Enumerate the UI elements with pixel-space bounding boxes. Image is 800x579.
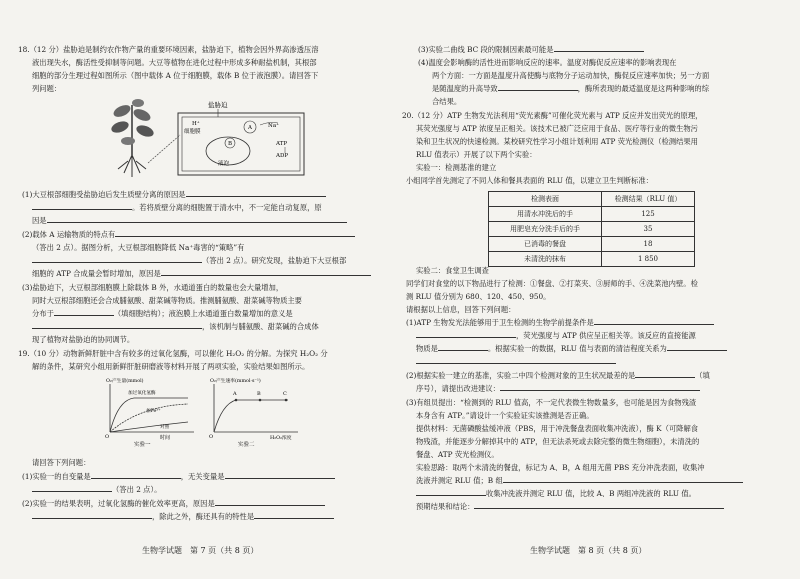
q18-figure	[100, 95, 310, 183]
q20-stem-line4: RLU 值表示）开展了以下两个实验：	[416, 150, 537, 159]
q20-sub1-line2: ，荧光强度与 ATP 供应呈正相关等。该反应的直接能源	[416, 331, 696, 341]
curve-control	[110, 422, 188, 432]
answer-blank[interactable]	[115, 236, 355, 237]
answer-blank[interactable]	[32, 328, 202, 329]
q20-stem-line2: 其荧光强度与 ATP 浓度呈正相关。该技术已被广泛应用于食品、医疗等行业的微生物污	[416, 124, 698, 133]
answer-blank[interactable]	[416, 337, 516, 338]
answer-blank[interactable]	[554, 51, 644, 52]
q19-sub3: (3)实验二曲线 BC 段的限制因素最可能是	[418, 45, 644, 55]
experiment-2-graph	[204, 374, 304, 448]
answer-blank[interactable]	[667, 350, 727, 351]
graph2-point-c: C	[283, 391, 287, 397]
graph2-xlabel: H₂O₂浓度	[270, 436, 292, 441]
answer-blank[interactable]	[635, 377, 695, 378]
answer-blank[interactable]	[32, 518, 152, 519]
fig-label-vacuole: 液泡	[218, 161, 230, 167]
graph2-point-b: B	[257, 391, 261, 397]
answer-blank[interactable]	[498, 90, 578, 91]
q18-sub3-line5: 现了植物对盐胁迫的协同调节。	[32, 335, 135, 344]
table-cell: 已消毒的餐盘	[489, 237, 602, 252]
q20-sub3-line2: 本身含有 ATP。”请设计一个实验证实该推测是否正确。	[416, 411, 594, 420]
graph2-origin: O	[209, 434, 214, 440]
q20-sub3-line7: 洗液并测定 RLU 值；B 组	[416, 476, 743, 486]
table-row	[489, 237, 695, 252]
fig-label-na-ion: Na⁺	[268, 123, 279, 129]
q18-sub2-line4: 细胞的 ATP 合成量会暂时增加，原因是	[32, 269, 371, 279]
q19-sub1-line2: （答出 2 点）。	[32, 485, 161, 495]
q19-ask: 请回答下列问题：	[32, 458, 91, 467]
q19-sub1-line1: (1)实验一的自变量是 ，无关变量是	[22, 472, 335, 482]
q18-stem-line4: 列问题：	[32, 84, 62, 93]
table-cell: 用肥皂充分洗手后的手	[489, 222, 602, 237]
q20-ask: 请根据以上信息，回答下列问题：	[406, 305, 516, 314]
fig-label-salt-stress: 盐胁迫	[208, 101, 228, 109]
answer-blank[interactable]	[186, 196, 326, 197]
table-cell: 125	[602, 207, 695, 222]
answer-blank[interactable]	[254, 518, 334, 519]
fig-label-carrier-b: B	[228, 141, 233, 147]
q19-sub4-line2: 两个方面：一方面是温度升高使酶与底物分子运动加快，酶促反应速率加快；另一方面	[432, 71, 710, 80]
answer-blank[interactable]	[32, 491, 112, 492]
q19-sub2-line2: ，除此之外，酶还具有的特性是	[32, 512, 334, 522]
page-8	[400, 0, 800, 579]
fig-label-h-ion: H⁺	[192, 121, 200, 127]
q20-sub2-line2: 序号），请提出改进建议：	[416, 384, 700, 394]
experiment-2-heading: 实验二：食堂卫生调查	[416, 266, 489, 275]
table-row	[489, 207, 695, 222]
q18-stem-line2: 液出现失水，酶活性受抑制等问题。大豆等植物在进化过程中形成多种耐盐机制，其根部	[32, 58, 317, 67]
q20-stem-line3: 染和卫生状况的快速检测。某校研究性学习小组计划利用 ATP 荧光检测仪（检测结果用	[416, 137, 698, 146]
graph1-curve1-label: 加过氧化氢酶	[128, 391, 156, 396]
experiment-2-line2: 测 RLU 值分别为 680、120、450、950。	[406, 292, 551, 301]
answer-blank[interactable]	[500, 390, 700, 391]
experiment-2-line1: 同学们对食堂的以下物品进行了检测：①餐盘、②打菜夹、③厨师的手、④洗菜池内壁。检	[406, 279, 698, 288]
q19-sub4-line1: (4)温度会影响酶的活性进而影响反应的速率。温度对酶促反应速率的影响表现在	[418, 58, 677, 67]
answer-blank[interactable]	[32, 262, 202, 263]
experiment-1-heading: 实验一：检测基准的建立	[416, 163, 497, 172]
q18-sub3-line4: ，该机制与脯氨酸、甜菜碱的合成体	[32, 322, 319, 332]
answer-blank[interactable]	[225, 478, 335, 479]
graph1-curve2-label: 加Fe³⁺	[146, 409, 161, 414]
q20-sub3-line9: 预期结果和结论：	[416, 502, 724, 512]
answer-blank[interactable]	[47, 222, 347, 223]
q20-sub3-line6: 实验思路：取两个未清洗的餐盘，标记为 A、B，A 组用无菌 PBS 充分冲洗表面，收集冲	[416, 463, 705, 472]
experiment-1-graph	[100, 374, 200, 448]
experiment-1-description: 小组同学首先测定了不同人体和餐具表面的 RLU 值，以建立卫生判断标准：	[406, 176, 653, 185]
q20-stem-line1: 20.（12 分）ATP 生物发光法利用“荧光素酶”可催化荧光素与 ATP 反应并发出荧光的原理，	[402, 111, 703, 120]
page-7-footer: 生物学试题 第 7 页（共 8 页）	[142, 546, 259, 555]
q18-stem-line3: 细胞的部分生理过程如图所示（图中载体 A 位于细胞膜，载体 B 位于液泡膜）。请回答下	[32, 71, 319, 80]
q19-sub2-line1: (2)实验一的结果表明，过氧化氢酶的催化效率更高，原因是	[22, 499, 325, 509]
answer-blank[interactable]	[215, 505, 325, 506]
q20-sub3-line5: 餐盘、ATP 荧光检测仪。	[416, 450, 499, 459]
q19-stem-line1: 19.（10 分）动物新鲜肝脏中含有较多的过氧化氢酶，可以催化 H₂O₂ 的分解。为探究 H₂O₂ 分	[18, 349, 328, 358]
q19-stem-line2: 解的条件，某研究小组用新鲜肝脏研磨液等材料开展了两项实验，实验结果如图所示。	[32, 362, 310, 371]
q19-sub4-line4: 合结果。	[432, 97, 462, 106]
graph1-xlabel: 时间	[160, 435, 171, 441]
graph2-ylabel: O₂产生速率(mmol·s⁻¹)	[210, 379, 261, 384]
q20-sub3-line1: (3)有组员提出：“检测到的 RLU 值高，不一定代表微生物数量多，也可能是因为食物残渣	[406, 398, 697, 407]
q20-sub1-line3: 物质是 。根据实验一的数据，RLU 值与表面的清洁程度关系为	[416, 344, 727, 354]
answer-blank[interactable]	[416, 363, 616, 364]
curve-rate	[214, 400, 288, 432]
graph1-ylabel: O₂产生量(mmol)	[106, 379, 144, 384]
q18-sub2-line1: (2)载体 A 运输物质的特点有	[22, 230, 355, 240]
table-row	[489, 252, 695, 267]
table-row	[489, 222, 695, 237]
q20-sub3-line8: 收集冲洗液并测定 RLU 值，比较 A、B 两组冲洗液的 RLU 值。	[416, 489, 696, 499]
q18-sub1-line3: 因是	[32, 216, 347, 226]
table-cell: 18	[602, 237, 695, 252]
q20-sub2-line1: (2)根据实验一建立的基准，实验二中四个检测对象的卫生状况最差的是 （填	[406, 371, 710, 380]
answer-blank[interactable]	[32, 209, 132, 210]
answer-blank[interactable]	[416, 495, 486, 496]
answer-blank[interactable]	[161, 275, 371, 276]
answer-blank[interactable]	[54, 315, 114, 316]
graph2-title: 实验二	[238, 442, 255, 448]
table-cell: 未清洗的抹布	[489, 252, 602, 267]
table-header-surface: 检测表面	[489, 192, 602, 207]
q20-sub3-line3: 提供材料：无菌磷酸盐缓冲液（PBS，用于冲洗餐盘表面收集冲洗液），酶 K（可降解食	[416, 424, 699, 433]
fig-label-cell-membrane: 细胞膜	[184, 129, 201, 135]
graph2-point-a: A	[233, 391, 237, 397]
graph1-title: 实验一	[134, 442, 151, 448]
q18-sub1-line1: (1)大豆根部细胞受盐胁迫后发生质壁分离的原因是	[22, 190, 326, 200]
q19-sub4-line3: 是随温度的升高导致 ，酶所表现的最适温度是这两种影响的综	[432, 84, 710, 93]
answer-blank[interactable]	[91, 478, 181, 479]
q18-sub3-line2: 同时大豆根部细胞还会合成脯氨酸、甜菜碱等物质。推测脯氨酸、甜菜碱等物质主要	[32, 296, 302, 305]
answer-blank[interactable]	[594, 324, 714, 325]
fig-label-carrier-a: A	[248, 125, 252, 131]
graph1-curve3-label: 对照	[160, 425, 170, 430]
q18-sub2-line3: （答出 2 点）。研究发现，盐胁迫下大豆根部	[32, 256, 346, 266]
q20-sub1-line1: (1)ATP 生物发光法能够用于卫生检测的生物学前提条件是	[406, 318, 714, 328]
answer-blank[interactable]	[474, 508, 724, 509]
answer-blank[interactable]	[438, 350, 488, 351]
q20-sub1-line4	[416, 357, 616, 367]
graph1-origin: O	[105, 434, 110, 440]
fig-label-atp: ATP	[276, 141, 288, 147]
fig-label-adp: ADP	[276, 153, 289, 159]
soybean-plant-illustration	[110, 99, 155, 177]
q18-sub3-line3: 分布于 （填细胞结构）；液泡膜上水通道蛋白数量增加的意义是	[32, 309, 293, 318]
q20-sub3-line4: 物残渣，并能逐步分解掉其中的 ATP，但无法杀死或去除完整的微生物细胞），未清洗的	[416, 437, 700, 446]
table-cell: 用清水冲洗后的手	[489, 207, 602, 222]
table-cell: 1 850	[602, 252, 695, 267]
table-cell: 35	[602, 222, 695, 237]
q18-sub2-line2: （答出 2 点）。据图分析，大豆根部细胞降低 Na⁺毒害的“策略”有	[32, 243, 245, 252]
q18-stem-line1: 18.（12 分）盐胁迫是制约农作物产量的重要环境因素，盐胁迫下，植物会因外界高渗透压溶	[18, 45, 319, 54]
page-8-footer: 生物学试题 第 8 页（共 8 页）	[530, 546, 647, 555]
answer-blank[interactable]	[503, 482, 743, 483]
table-header-rlu: 检测结果（RLU 值）	[602, 192, 695, 207]
q18-sub1-line2: 。若将质壁分离的细胞置于清水中，不一定能自动复原，原	[32, 203, 322, 213]
table-header-row	[489, 192, 695, 207]
q18-sub3-line1: (3)盐胁迫下，大豆根部细胞膜上除载体 B 外，水通道蛋白的数量也会大量增加，	[22, 283, 284, 292]
rlu-table	[488, 191, 695, 267]
